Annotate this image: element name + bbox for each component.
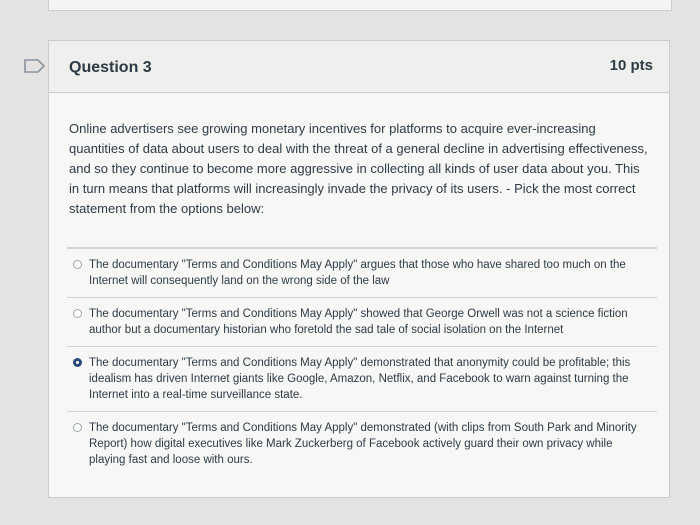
answer-list: [67, 247, 657, 476]
answer-label: The documentary "Terms and Conditions May Apply" demonstrated (with clips from South Park and Minority Report) how digital executives like Mark Zuckerberg of Facebook actively guard their own privacy while playing fast and loose with ours.: [89, 422, 637, 466]
answer-option[interactable]: [67, 247, 657, 297]
radio-icon[interactable]: [73, 309, 82, 318]
answer-label: The documentary "Terms and Conditions May Apply" argues that those who have shared too much on the Internet will consequently land on the wrong side of the law: [89, 259, 626, 287]
previous-question-card: [48, 0, 672, 11]
question-card: [48, 40, 670, 498]
radio-icon[interactable]: [73, 260, 82, 269]
radio-icon[interactable]: [73, 358, 82, 367]
answer-label: The documentary "Terms and Conditions May Apply" showed that George Orwell was not a science fiction author but a documentary historian who foretold the sad tale of social isolation on the Internet: [89, 308, 628, 336]
question-header: [49, 41, 669, 93]
answer-label: The documentary "Terms and Conditions May Apply" demonstrated that anonymity could be profitable; this idealism has driven Internet giants like Google, Amazon, Netflix, and Facebook to warn against turning the Internet into a real-time surveillance state.: [89, 357, 631, 401]
answer-option[interactable]: [67, 346, 657, 411]
answer-option[interactable]: [67, 297, 657, 346]
radio-icon[interactable]: [73, 423, 82, 432]
question-text: Online advertisers see growing monetary incentives for platforms to acquire ever-increasing quantities of data about users to deal with the threat of a general decline in advertising effectiveness, and so they continue to become more aggressive in collecting all kinds of user data about you. This in turn means that platforms will increasingly invade the privacy of its users. - Pick the most correct statement from the options below:: [69, 121, 648, 216]
flag-icon[interactable]: [24, 59, 46, 73]
answer-option[interactable]: [67, 411, 657, 476]
question-points: 10 pts: [609, 57, 653, 74]
question-title: Question 3: [69, 59, 152, 76]
